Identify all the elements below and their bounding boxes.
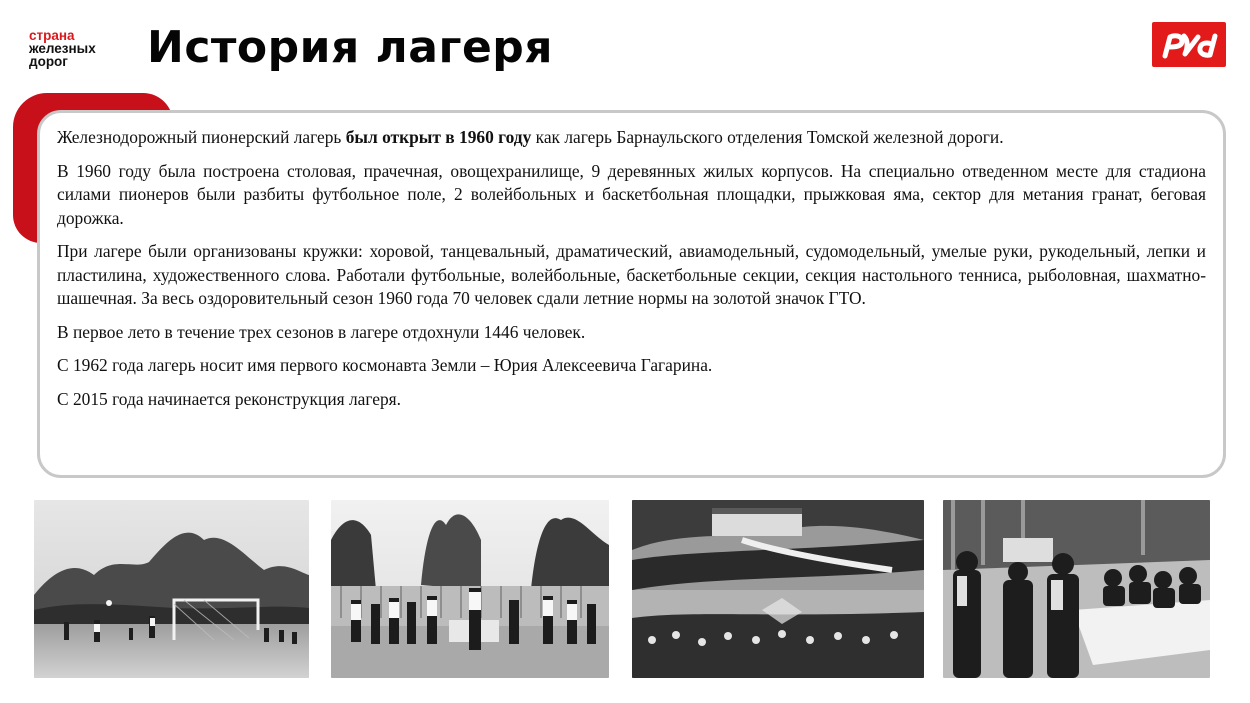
history-text-panel: [37, 110, 1226, 478]
brand-wordmark: [29, 29, 129, 68]
paragraph-5: С 1962 года лагерь носит имя первого космонавта Земли – Юрия Алексеевича Гагарина.: [57, 355, 713, 375]
paragraph-2: В 1960 году была построена столовая, прачечная, овощехранилище, 9 деревянных жилых корпусов. На специально отведенном месте для стадиона силами пионеров были разбиты футбольное поле, 2 волейбольных и баскетбольная площадки, прыжковая яма, сектор для метания гранат, беговая дорожка.: [57, 160, 1206, 228]
paragraph-1: [57, 126, 1206, 150]
photo-football-match: [34, 500, 309, 678]
page-title: История лагеря: [147, 22, 554, 73]
photo-chess-tournament: [943, 500, 1210, 678]
paragraph-4: В первое лето в течение трех сезонов в лагере отдохнули 1446 человек.: [57, 321, 586, 342]
brand-line-2: железных: [29, 41, 96, 56]
photo-award-ceremony: [331, 500, 609, 678]
paragraph-3: При лагере были организованы кружки: хоровой, танцевальный, драматический, авиамодельный, судомодельный, умелые руки, рукодельный, лепки и пластилина, художественного слова. Работали футбольные, волейбольные, баскетбольные секции, секция настольного тенниса, рыболовная, шахматно-шашечная. За весь оздоровительный сезон 1960 года 70 человек сдали летние нормы на золотой значок ГТО.: [57, 241, 1206, 308]
paragraph-6: С 2015 года начинается реконструкция лагеря.: [57, 388, 402, 409]
paragraph-1-text-end: как лагерь Барнаульского отделения Томской железной дороги.: [531, 127, 1004, 147]
rzd-logo-icon: [1152, 22, 1226, 67]
brand-line-1: страна: [29, 28, 75, 43]
photo-pioneer-parade: [632, 500, 924, 678]
paragraph-1-text-start: Железнодорожный пионерский лагерь: [57, 127, 346, 147]
paragraph-1-bold: был открыт в 1960 году: [345, 127, 532, 147]
brand-line-3: дорог: [29, 54, 68, 69]
